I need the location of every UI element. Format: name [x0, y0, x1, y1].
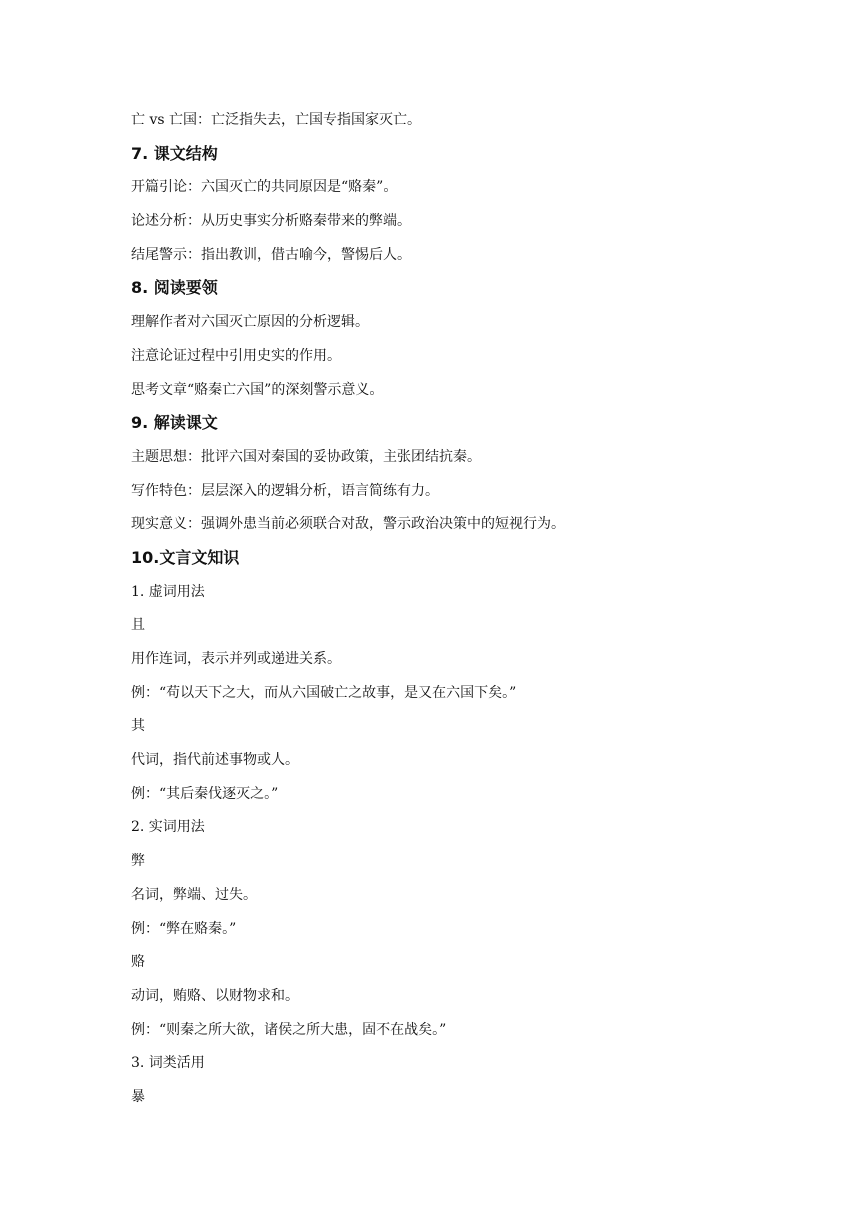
- term: 弊: [131, 853, 145, 870]
- subsection-label: 3. 词类活用: [131, 1055, 205, 1072]
- text-line: 主题思想：批评六国对秦国的妥协政策，主张团结抗秦。: [131, 448, 481, 465]
- text-line: 代词，指代前述事物或人。: [131, 752, 299, 769]
- section-heading: 7. 课文结构: [131, 143, 218, 163]
- text-line: 结尾警示：指出教训，借古喻今，警惕后人。: [131, 246, 411, 263]
- term: 暴: [131, 1088, 145, 1105]
- section-heading: 10.文言文知识: [131, 547, 240, 567]
- example-line: 例：“苟以天下之大，而从六国破亡之故事，是又在六国下矣。”: [131, 684, 517, 701]
- example-line: 例：“弊在赂秦。”: [131, 920, 237, 937]
- term: 且: [131, 617, 145, 634]
- text-line: 现实意义：强调外患当前必须联合对敌，警示政治决策中的短视行为。: [131, 516, 565, 533]
- text-line: 名词，弊端、过失。: [131, 886, 257, 903]
- example-line: 例：“其后秦伐逐灭之。”: [131, 785, 279, 802]
- text-line: 亡 vs 亡国：亡泛指失去，亡国专指国家灭亡。: [131, 112, 421, 128]
- text-line: 思考文章“赂秦亡六国”的深刻警示意义。: [131, 381, 384, 398]
- example-line: 例：“则秦之所大欲，诸侯之所大患，固不在战矣。”: [131, 1021, 447, 1038]
- section-heading: 8. 阅读要领: [131, 278, 218, 298]
- text-line: 理解作者对六国灭亡原因的分析逻辑。: [131, 314, 369, 331]
- text-line: 动词，贿赂、以财物求和。: [131, 987, 299, 1004]
- term: 其: [131, 718, 145, 735]
- term: 赂: [131, 954, 145, 971]
- text-line: 注意论证过程中引用史实的作用。: [131, 347, 341, 364]
- text-line: 开篇引论：六国灭亡的共同原因是“赂秦”。: [131, 179, 398, 196]
- text-line: 写作特色：层层深入的逻辑分析，语言简练有力。: [131, 482, 439, 499]
- section-heading: 9. 解读课文: [131, 413, 218, 433]
- text-line: 论述分析：从历史事实分析赂秦带来的弊端。: [131, 213, 411, 230]
- subsection-label: 2. 实词用法: [131, 819, 205, 836]
- text-line: 用作连词，表示并列或递进关系。: [131, 651, 341, 667]
- document-page: [131, 109, 771, 1120]
- subsection-label: 1. 虚词用法: [131, 583, 205, 600]
